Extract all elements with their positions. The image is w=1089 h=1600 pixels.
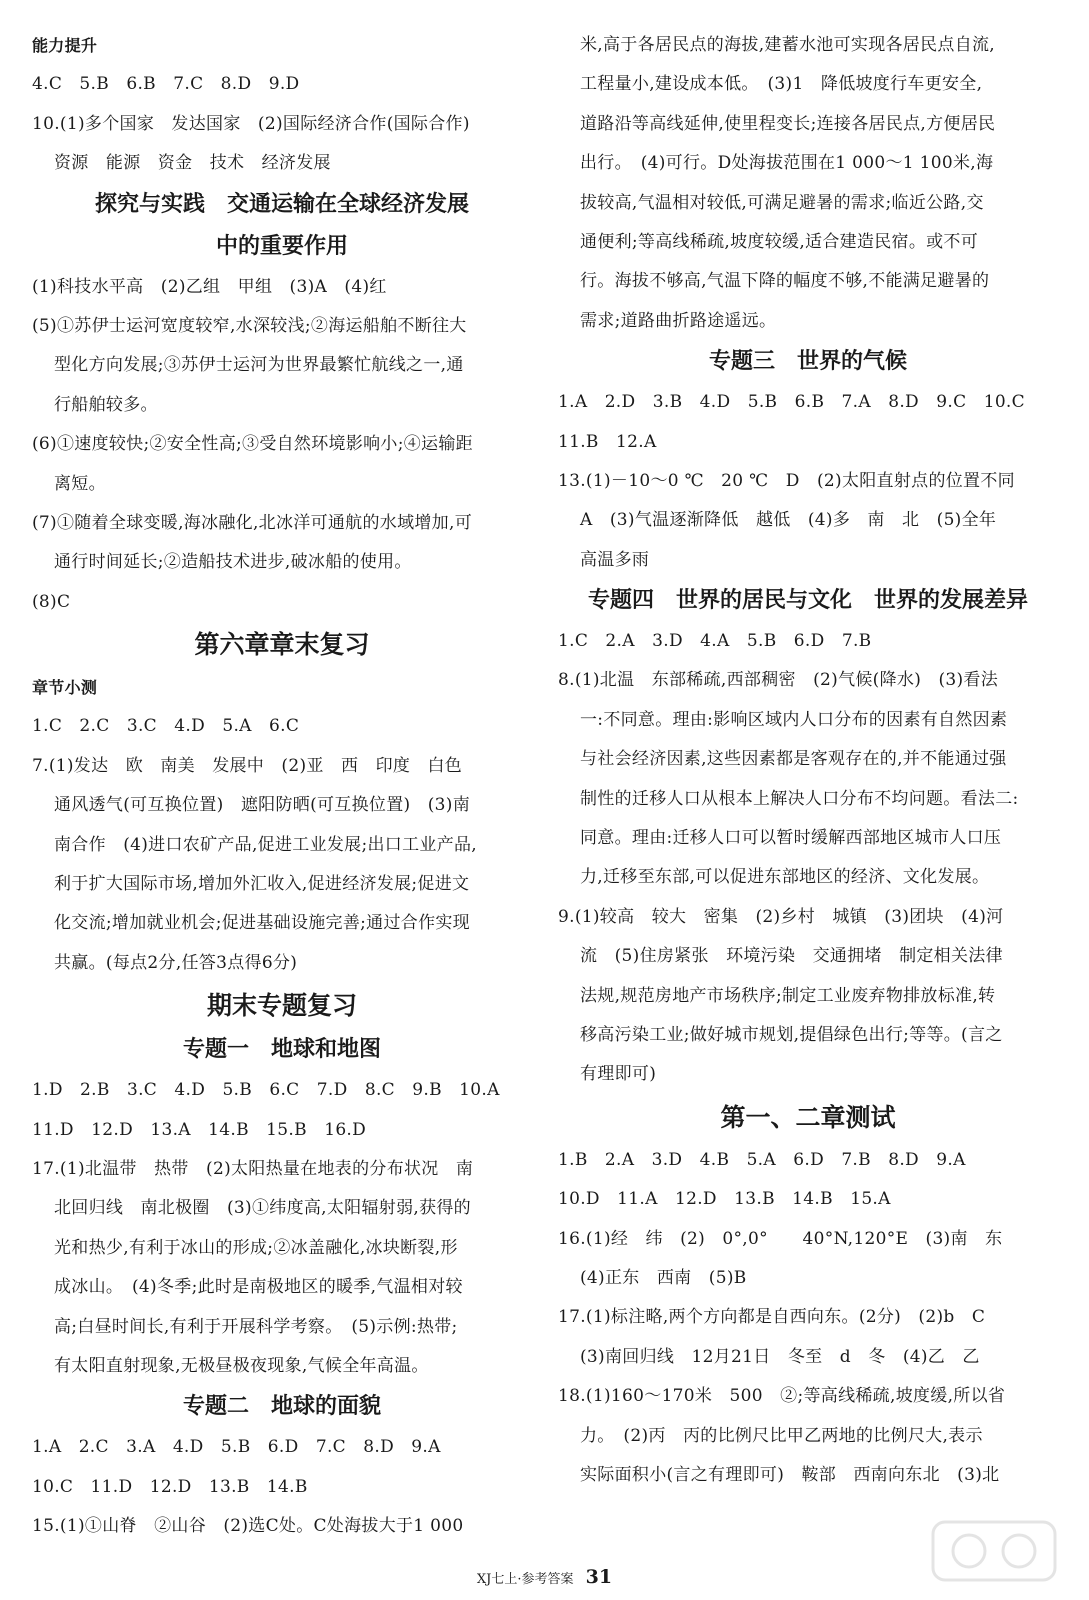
answer-line-continued: 高;白昼时间长,有利于开展科学考察。 (5)示例:热带; xyxy=(54,1316,458,1337)
answer-line: 1.A 2.D 3.B 4.D 5.B 6.B 7.A 8.D 9.C 10.C xyxy=(558,392,1025,413)
answer-line: 17.(1)标注略,两个方向都是自西向东。(2分) (2)b C xyxy=(558,1307,986,1328)
answer-line-continued: 离短。 xyxy=(54,473,106,494)
answer-line-continued: 通行时间延长;②造船技术进步,破冰船的使用。 xyxy=(54,552,412,573)
answer-line-continued: 行。海拔不够高,气温下降的幅度不够,不能满足避暑的 xyxy=(580,271,990,292)
answer-line-continued: 制性的迁移人口从根本上解决人口分布不均问题。看法二: xyxy=(580,788,1019,809)
answer-line: 10.C 11.D 12.D 13.B 14.B xyxy=(32,1476,308,1497)
answer-line-continued: 资源 能源 资金 技术 经济发展 xyxy=(54,153,331,174)
answer-line-continued: 北回归线 南北极圈 (3)①纬度高,太阳辐射弱,获得的 xyxy=(54,1198,471,1219)
answer-line: 10.D 11.A 12.D 13.B 14.B 15.A xyxy=(558,1189,891,1210)
chapter-heading: 第一、二章测试 xyxy=(720,1102,896,1132)
section-heading: 探究与实践 交通运输在全球经济发展 xyxy=(94,191,469,217)
answer-line: (1)科技水平高 (2)乙组 甲组 (3)A (4)红 xyxy=(32,276,387,297)
answer-line-continued: 利于扩大国际市场,增加外汇收入,促进经济发展;促进文 xyxy=(54,874,470,895)
answer-line: 1.B 2.A 3.D 4.B 5.A 6.D 7.B 8.D 9.A xyxy=(558,1149,966,1170)
answer-line-continued: A (3)气温逐渐降低 越低 (4)多 南 北 (5)全年 xyxy=(580,510,997,531)
answer-line-continued: 行船舶较多。 xyxy=(54,394,158,415)
answer-line-continued: 流 (5)住房紧张 环境污染 交通拥堵 制定相关法律 xyxy=(580,946,1003,967)
answer-line-continued: 有理即可) xyxy=(580,1064,657,1085)
answer-line-continued: 实际面积小(言之有理即可) 鞍部 西南向东北 (3)北 xyxy=(580,1464,1000,1485)
answer-line: 18.(1)160～170米 500 ②;等高线稀疏,坡度缓,所以省 xyxy=(558,1386,1006,1407)
answer-line-continued: 化交流;增加就业机会;促进基础设施完善;通过合作实现 xyxy=(54,913,470,934)
answer-line-continued: 成冰山。 (4)冬季;此时是南极地区的暖季,气温相对较 xyxy=(54,1277,463,1298)
answer-line: 1.D 2.B 3.C 4.D 5.B 6.C 7.D 8.C 9.B 10.A xyxy=(32,1080,500,1101)
answer-line: 16.(1)经 纬 (2) 0°,0° 40°N,120°E (3)南 东 xyxy=(558,1228,1003,1249)
answer-line: (7)①随着全球变暖,海冰融化,北冰洋可通航的水域增加,可 xyxy=(32,512,472,533)
answer-line-continued: (4)正东 西南 (5)B xyxy=(580,1267,747,1288)
answer-line: 7.(1)发达 欧 南美 发展中 (2)亚 西 印度 白色 xyxy=(32,755,463,776)
answer-line-continued: 需求;道路曲折路途遥远。 xyxy=(580,310,777,331)
answer-line-continued: 力。 (2)丙 丙的比例尺比甲乙两地的比例尺大,表示 xyxy=(580,1425,983,1446)
footer-label: XJ七上·参考答案 xyxy=(476,1572,574,1587)
answer-line-continued: 通便利;等高线稀疏,坡度较缓,适合建造民宿。或不可 xyxy=(580,231,979,252)
right-column xyxy=(558,26,1058,1495)
answer-line-continued: 型化方向发展;③苏伊士运河为世界最繁忙航线之一,通 xyxy=(54,355,464,376)
answer-line: (5)①苏伊士运河宽度较窄,水深较浅;②海运船舶不断往大 xyxy=(32,315,467,336)
section-heading: 专题三 世界的气候 xyxy=(708,349,907,375)
section-heading: 专题四 世界的居民与文化 世界的发展差异 xyxy=(587,588,1028,614)
chapter-heading: 第六章章末复习 xyxy=(194,630,370,660)
answer-line: 13.(1)－10～0 ℃ 20 ℃ D (2)太阳直射点的位置不同 xyxy=(558,470,1015,491)
answer-line-continued: 法规,规范房地产市场秩序;制定工业废弃物排放标准,转 xyxy=(580,985,996,1006)
subsection-label: 能力提升 xyxy=(32,36,98,55)
answer-line-continued: 南合作 (4)进口农矿产品,促进工业发展;出口工业产品, xyxy=(54,834,478,855)
answer-line-continued: 有太阳直射现象,无极昼极夜现象,气候全年高温。 xyxy=(54,1355,429,1376)
answer-line: (8)C xyxy=(32,591,71,612)
answer-line-continued: 共赢。(每点2分,任答3点得6分) xyxy=(54,952,298,973)
page-number: 31 xyxy=(585,1566,613,1588)
section-heading: 专题二 地球的面貌 xyxy=(182,1394,381,1420)
answer-line: 1.C 2.C 3.C 4.D 5.A 6.C xyxy=(32,716,300,737)
answer-line-continued: 工程量小,建设成本低。 (3)1 降低坡度行车更安全, xyxy=(580,74,983,95)
answer-line-continued: 拔较高,气温相对较低,可满足避暑的需求;临近公路,交 xyxy=(580,192,984,213)
answer-line: 15.(1)①山脊 ②山谷 (2)选C处。C处海拔大于1 000 xyxy=(32,1516,464,1537)
page-footer xyxy=(0,1566,1089,1588)
answer-line: 9.(1)较高 较大 密集 (2)乡村 城镇 (3)团块 (4)河 xyxy=(558,906,1004,927)
answer-line-continued: 移高污染工业;做好城市规划,提倡绿色出行;等等。(言之 xyxy=(580,1024,1003,1045)
answer-line-continued: 与社会经济因素,这些因素都是客观存在的,并不能通过强 xyxy=(580,749,1007,770)
answer-line-continued: 高温多雨 xyxy=(580,549,650,570)
answer-line-continued: 光和热少,有利于冰山的形成;②冰盖融化,冰块断裂,形 xyxy=(54,1237,458,1258)
answer-line: 4.C 5.B 6.B 7.C 8.D 9.D xyxy=(32,74,300,95)
answer-line: 17.(1)北温带 热带 (2)太阳热量在地表的分布状况 南 xyxy=(32,1158,474,1179)
left-column xyxy=(32,26,532,1547)
section-heading: 专题一 地球和地图 xyxy=(182,1037,381,1063)
answer-line: (6)①速度较快;②安全性高;③受自然环境影响小;④运输距 xyxy=(32,434,473,455)
answer-line-continued: 米,高于各居民点的海拔,建蓄水池可实现各居民点自流, xyxy=(580,35,996,55)
section-heading: 中的重要作用 xyxy=(215,233,348,259)
answer-line: 10.(1)多个国家 发达国家 (2)国际经济合作(国际合作) xyxy=(32,113,470,134)
chapter-heading: 期末专题复习 xyxy=(206,991,357,1021)
answer-line: 11.B 12.A xyxy=(558,431,657,452)
answer-line-continued: (3)南回归线 12月21日 冬至 d 冬 (4)乙 乙 xyxy=(580,1346,980,1367)
answer-line-continued: 力,迁移至东部,可以促进东部地区的经济、文化发展。 xyxy=(580,867,990,888)
answer-line-continued: 通风透气(可互换位置) 遮阳防晒(可互换位置) (3)南 xyxy=(54,795,471,816)
watermark-logo xyxy=(929,1516,1059,1586)
answer-line: 1.C 2.A 3.D 4.A 5.B 6.D 7.B xyxy=(558,631,872,652)
answer-line: 8.(1)北温 东部稀疏,西部稠密 (2)气候(降水) (3)看法 xyxy=(558,670,999,691)
subsection-label: 章节小测 xyxy=(32,678,98,698)
answer-line: 1.A 2.C 3.A 4.D 5.B 6.D 7.C 8.D 9.A xyxy=(32,1437,441,1458)
answer-line-continued: 同意。理由:迁移人口可以暂时缓解西部地区城市人口压 xyxy=(580,828,1002,849)
answer-line: 11.D 12.D 13.A 14.B 15.B 16.D xyxy=(32,1119,367,1140)
answer-line-continued: 一:不同意。理由:影响区域内人口分布的因素有自然因素 xyxy=(580,709,1008,730)
answer-line-continued: 道路沿等高线延伸,使里程变长;连接各居民点,方便居民 xyxy=(580,113,996,134)
answer-line-continued: 出行。 (4)可行。D处海拔范围在1 000～1 100米,海 xyxy=(580,153,994,174)
